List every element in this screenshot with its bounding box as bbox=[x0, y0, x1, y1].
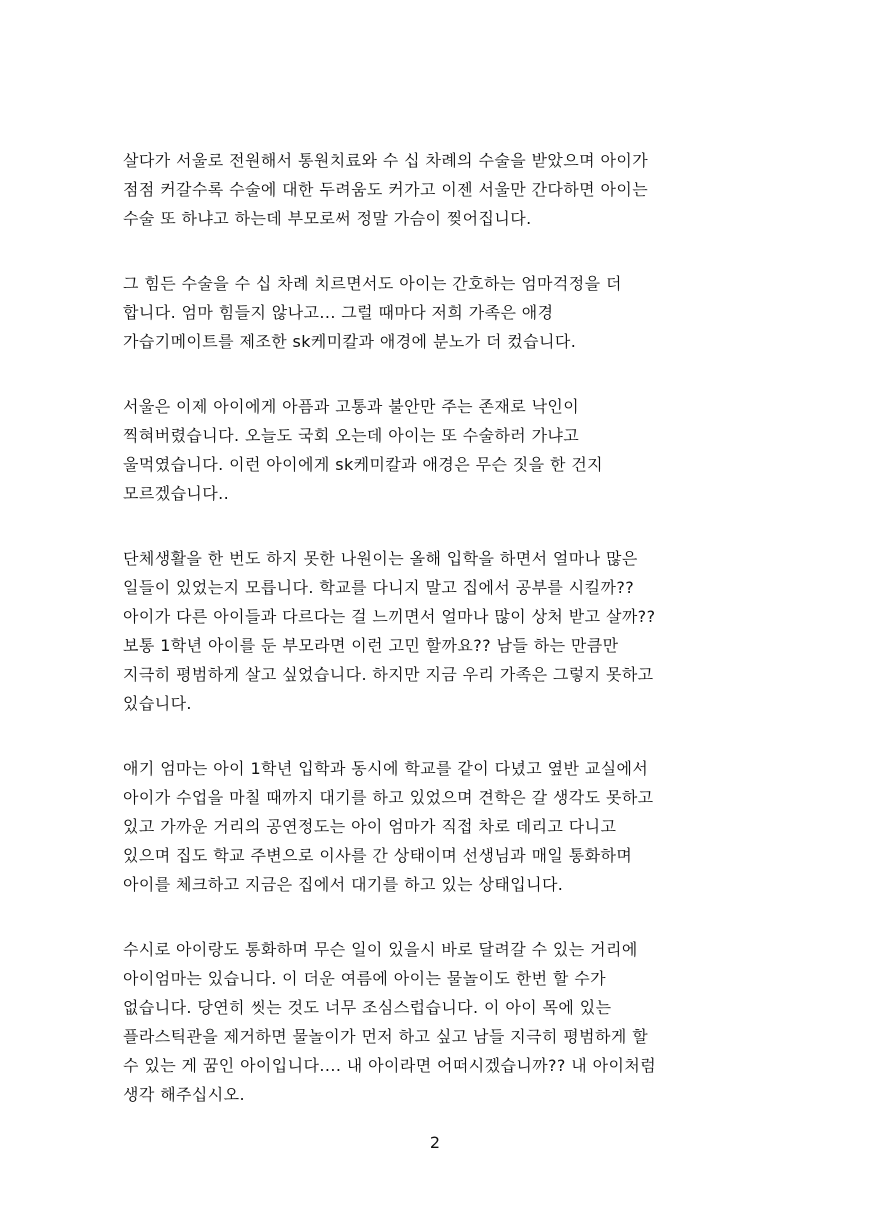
text-line: 수 있는 게 꿈인 아이입니다.... 내 아이라면 어떠시겠습니까?? 내 아이처럼 bbox=[123, 1056, 657, 1075]
text-line: 없습니다. 당연히 씻는 것도 너무 조심스럽습니다. 이 아이 목에 있는 bbox=[123, 998, 612, 1017]
page-number: 2 bbox=[429, 1133, 441, 1152]
text-line: 합니다. 엄마 힘들지 않나고... 그럴 때마다 저희 가족은 애경 bbox=[123, 303, 554, 322]
paragraph bbox=[123, 754, 755, 899]
text-line: 수시로 아이랑도 통화하며 무슨 일이 있을시 바로 달려갈 수 있는 거리에 bbox=[123, 940, 638, 959]
document-body bbox=[123, 146, 755, 1145]
text-line: 서울은 이제 아이에게 아픔과 고통과 불안만 주는 존재로 낙인이 bbox=[123, 397, 580, 416]
text-line: 수술 또 하냐고 하는데 부모로써 정말 가슴이 찢어집니다. bbox=[123, 209, 532, 228]
text-line: 그 힘든 수술을 수 십 차례 치르면서도 아이는 간호하는 엄마걱정을 더 bbox=[123, 274, 622, 293]
text-line: 아이가 수업을 마칠 때까지 대기를 하고 있었으며 견학은 갈 생각도 못하고 bbox=[123, 788, 654, 807]
text-line: 있고 가까운 거리의 공연정도는 아이 엄마가 직접 차로 데리고 다니고 bbox=[123, 817, 617, 836]
paragraph bbox=[123, 269, 755, 356]
text-line: 살다가 서울로 전원해서 통원치료와 수 십 차례의 수술을 받았으며 아이가 bbox=[123, 151, 649, 170]
text-line: 보통 1학년 아이를 둔 부모라면 이런 고민 할까요?? 남들 하는 만큼만 bbox=[123, 636, 619, 655]
paragraph bbox=[123, 392, 755, 508]
text-line: 찍혀버렸습니다. 오늘도 국회 오는데 아이는 또 수술하러 가냐고 bbox=[123, 426, 580, 445]
text-line: 가습기메이트를 제조한 sk케미칼과 애경에 분노가 더 컸습니다. bbox=[123, 332, 577, 351]
paragraph bbox=[123, 146, 755, 233]
paragraph bbox=[123, 544, 755, 718]
text-line: 점점 커갈수록 수술에 대한 두려움도 커가고 이젠 서울만 간다하면 아이는 bbox=[123, 180, 649, 199]
text-line: 울먹였습니다. 이런 아이에게 sk케미칼과 애경은 무슨 짓을 한 건지 bbox=[123, 455, 604, 474]
text-line: 아이엄마는 있습니다. 이 더운 여름에 아이는 물놀이도 한번 할 수가 bbox=[123, 969, 606, 988]
text-line: 지극히 평범하게 살고 싶었습니다. 하지만 지금 우리 가족은 그렇지 못하고 bbox=[123, 665, 654, 684]
text-line: 아이를 체크하고 지금은 집에서 대기를 하고 있는 상태입니다. bbox=[123, 875, 564, 894]
text-line: 모르겠습니다.. bbox=[123, 484, 230, 503]
text-line: 있습니다. bbox=[123, 694, 192, 713]
text-line: 애기 엄마는 아이 1학년 입학과 동시에 학교를 같이 다녔고 옆반 교실에서 bbox=[123, 759, 649, 778]
text-line: 플라스틱관을 제거하면 물놀이가 먼저 하고 싶고 남들 지극히 평범하게 할 bbox=[123, 1027, 649, 1046]
text-line: 있으며 집도 학교 주변으로 이사를 간 상태이며 선생님과 매일 통화하며 bbox=[123, 846, 633, 865]
text-line: 아이가 다른 아이들과 다르다는 걸 느끼면서 얼마나 많이 상처 받고 살까?? bbox=[123, 607, 656, 626]
text-line: 생각 해주십시오. bbox=[123, 1085, 245, 1104]
text-line: 일들이 있었는지 모릅니다. 학교를 다니지 말고 집에서 공부를 시킬까?? bbox=[123, 578, 635, 597]
paragraph bbox=[123, 935, 755, 1109]
text-line: 단체생활을 한 번도 하지 못한 나원이는 올해 입학을 하면서 얼마나 많은 bbox=[123, 549, 638, 568]
